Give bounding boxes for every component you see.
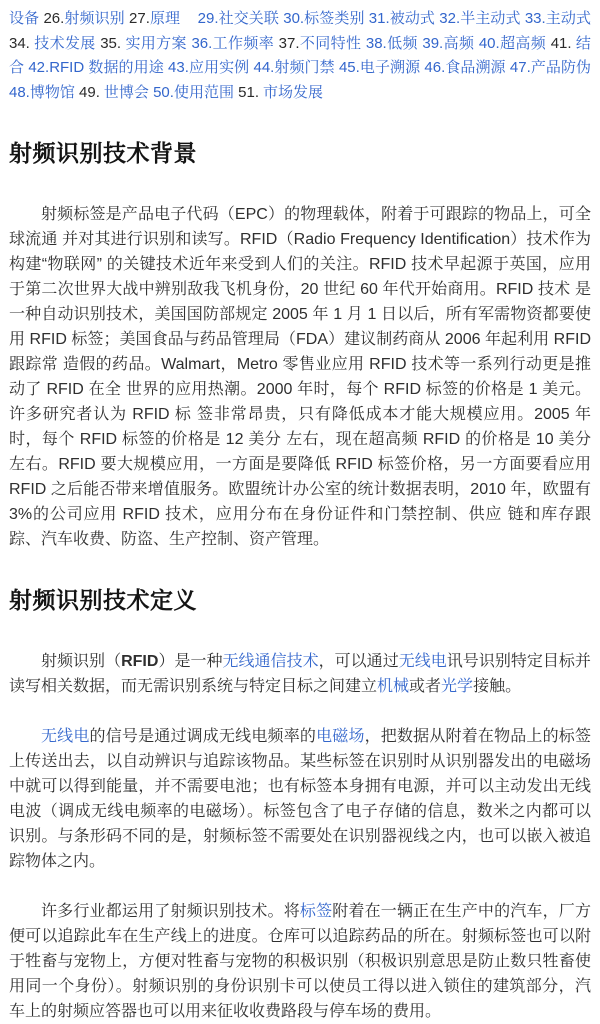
text-segment: 许多行业都运用了射频识别技术。将 — [41, 903, 300, 921]
index-link[interactable]: 半主动式 — [460, 10, 521, 27]
index-number: 38. — [365, 34, 387, 52]
index-link[interactable]: 主动式 — [545, 10, 591, 27]
index-item — [510, 59, 591, 76]
link-radio[interactable]: 无线电 — [398, 653, 447, 671]
index-link-list — [9, 7, 591, 105]
index-number: 39. — [422, 34, 444, 52]
index-item — [279, 35, 362, 52]
index-number: 47. — [509, 59, 531, 77]
text-segment: 射频识别（ — [41, 653, 122, 671]
index-item — [366, 35, 418, 52]
index-link[interactable]: 标签类别 — [304, 10, 365, 27]
index-link[interactable]: 实用方案 — [125, 34, 187, 52]
index-link[interactable]: 设备 — [9, 10, 40, 27]
index-link[interactable]: 世博会 — [103, 83, 149, 101]
index-link[interactable]: 工作频率 — [212, 34, 275, 52]
index-number: 50. — [153, 83, 174, 101]
index-link[interactable]: 社交关联 — [218, 10, 279, 27]
link-tag[interactable]: 标签 — [299, 903, 333, 921]
section-heading-rfid-definition: 射频识别技术定义 — [9, 587, 197, 614]
rfid-bold-text: RFID — [121, 653, 159, 671]
paragraph-rfid-definition — [9, 649, 591, 699]
index-link[interactable]: 高频 — [443, 34, 475, 52]
index-number: 36. — [191, 34, 213, 52]
index-number: 33. — [524, 10, 546, 27]
index-link[interactable]: 不同特性 — [299, 34, 362, 52]
index-number: 42. — [28, 59, 50, 77]
index-number: 51. — [238, 83, 259, 101]
paragraph-rfid-background: 射频标签是产品电子代码（EPC）的物理载体，附着于可跟踪的物品上，可全球流通 并对其进行识别和读写。RFID（Radio Frequency Identification）技术作为构建“物联网” 的关键技术近年来受到人们的关注。RFID 技术早起源于英国，应用于第二次世界大战中辨别敌我飞机身份，20 世纪 60 年代开始商用。RFID 技术 是一种自动识别技术，美国国防部规定 2005 年 1 月 1 日以后，所有军需物资都要使用 RFID 标签；美国食品与药品管理局（FDA）建议制药商从 2006 年起利用 RFID 跟踪常 造假的药品。Walmart，Metro 零售业应用 RFID 技术等一系列行动更是推动了 RFID 在全 世界的应用热潮。2000 年时，每个 RFID 标签的价格是 1 美元。许多研究者认为 RFID 标 签非常昂贵，只有降低成本才能大规模应用。2005 年时，每个 RFID 标签的价格是 12 美分 左右，现在超高频 RFID 的价格是 10 美分左右。RFID 要大规模应用，一方面是要降低 RFID 标签价格，另一方面要看应用 RFID 之后能否带来增值服务。欧盟统计办公室的统计数据表明，2010 年，欧盟有 3%的公司应用 RFID 技术，应用分布在身份证件和门禁控制、供应 链和库存跟踪、汽车收费、防盗、生产控制、资产管理。 — [9, 206, 591, 549]
index-item — [479, 35, 546, 52]
index-link[interactable]: 低频 — [386, 34, 418, 52]
text-segment: 接触。 — [473, 678, 522, 696]
index-link[interactable]: 技术发展 — [33, 34, 96, 52]
text-segment: ，可以通过 — [318, 653, 399, 671]
index-item — [238, 84, 323, 101]
index-item — [439, 10, 520, 27]
index-link[interactable]: 电子溯源 — [359, 59, 421, 77]
index-item — [424, 59, 505, 76]
index-item — [422, 35, 474, 52]
index-item — [253, 59, 334, 76]
index-item — [129, 10, 180, 27]
index-item — [9, 35, 96, 52]
link-electromagnetic-field[interactable]: 电磁场 — [316, 728, 365, 746]
index-number: 27. — [129, 10, 150, 27]
section-heading-rfid-background: 射频识别技术背景 — [9, 140, 197, 167]
index-number: 43. — [168, 59, 189, 77]
index-link[interactable]: 被动式 — [389, 10, 436, 27]
text-segment: 或者 — [409, 678, 442, 696]
text-segment: 的信号是通过调成无线电频率的 — [89, 728, 317, 746]
index-number: 46. — [424, 59, 446, 77]
link-mechanical[interactable]: 机械 — [377, 678, 410, 696]
text-segment: 讯号识别特定目标并读写相关数据，而无需识别系统与特定目标之间建立 — [9, 653, 591, 696]
text-segment: ，把数据从附着在物品上的标签上传送出去，以自动辨识与追踪该物品。某些标签在识别时从识别器发出的电磁场中就可以得到能量，并不需要电池；也有标签本身拥有电源，并可以主动发出无线电波（调成无线电频率的电磁场）。标签包含了电子存储的信息，数米之内都可以识别。与条形码不同的是，射频标签不需要处在识别器视线之内，也可以嵌入被追踪物体之内。 — [9, 728, 591, 871]
index-number: 31. — [368, 10, 390, 27]
index-item — [168, 59, 249, 76]
index-number: 40. — [478, 34, 500, 52]
index-item — [79, 84, 149, 101]
index-item — [283, 10, 364, 27]
index-number: 49. — [79, 83, 100, 101]
index-link[interactable]: 结合 — [9, 34, 591, 77]
index-number: 41. — [550, 34, 572, 52]
index-item — [525, 10, 591, 27]
index-link[interactable]: 使用范围 — [173, 83, 234, 101]
text-segment: 附着在一辆正在生产中的汽车，厂方便可以追踪此车在生产线上的进度。仓库可以追踪药品的所在。射频标签也可以附于牲畜与宠物上，方便对牲畜与宠物的积极识别（积极识别意思是防止数只牲畜使用同一个身份）。射频识别的身份识别卡可以使员工得以进入锁住的建筑部分，汽车上的射频应答器也可以用来征收收费路段与停车场的费用。 — [9, 903, 591, 1021]
paragraph-radio-signal — [9, 724, 591, 874]
index-item — [9, 10, 39, 27]
index-link[interactable]: 应用实例 — [188, 59, 250, 77]
link-wireless-communication[interactable]: 无线通信技术 — [222, 653, 319, 671]
index-number: 29. — [197, 10, 219, 27]
index-number: 26. — [43, 10, 65, 27]
index-item — [43, 10, 124, 27]
index-link[interactable]: 博物馆 — [29, 83, 75, 101]
index-item — [100, 35, 187, 52]
index-number: 37. — [278, 34, 300, 52]
index-link[interactable]: 射频识别 — [64, 10, 125, 27]
index-link[interactable]: RFID 数据的用途 — [49, 59, 164, 77]
index-item — [153, 84, 234, 101]
index-item — [9, 84, 75, 101]
index-number: 30. — [283, 10, 305, 27]
index-number: 44. — [253, 59, 275, 77]
link-radio[interactable]: 无线电 — [41, 728, 90, 746]
index-item — [191, 35, 274, 52]
link-optical[interactable]: 光学 — [441, 678, 474, 696]
index-number: 34. — [9, 34, 30, 52]
index-number: 32. — [439, 10, 461, 27]
index-number: 35. — [100, 34, 122, 52]
index-link[interactable]: 产品防伪 — [530, 59, 592, 77]
index-number: 45. — [338, 59, 360, 77]
index-item — [339, 59, 420, 76]
index-link[interactable]: 食品溯源 — [445, 59, 506, 77]
text-segment: ）是一种 — [158, 653, 223, 671]
index-number: 48. — [9, 83, 30, 101]
index-link[interactable]: 超高频 — [499, 34, 547, 52]
index-item — [369, 10, 435, 27]
paragraph-industry-applications — [9, 899, 591, 1024]
index-item — [198, 10, 279, 27]
index-link[interactable]: 射频门禁 — [274, 59, 335, 77]
index-item — [28, 59, 163, 76]
index-link[interactable]: 市场发展 — [263, 83, 324, 101]
index-link[interactable]: 原理 — [149, 10, 181, 27]
